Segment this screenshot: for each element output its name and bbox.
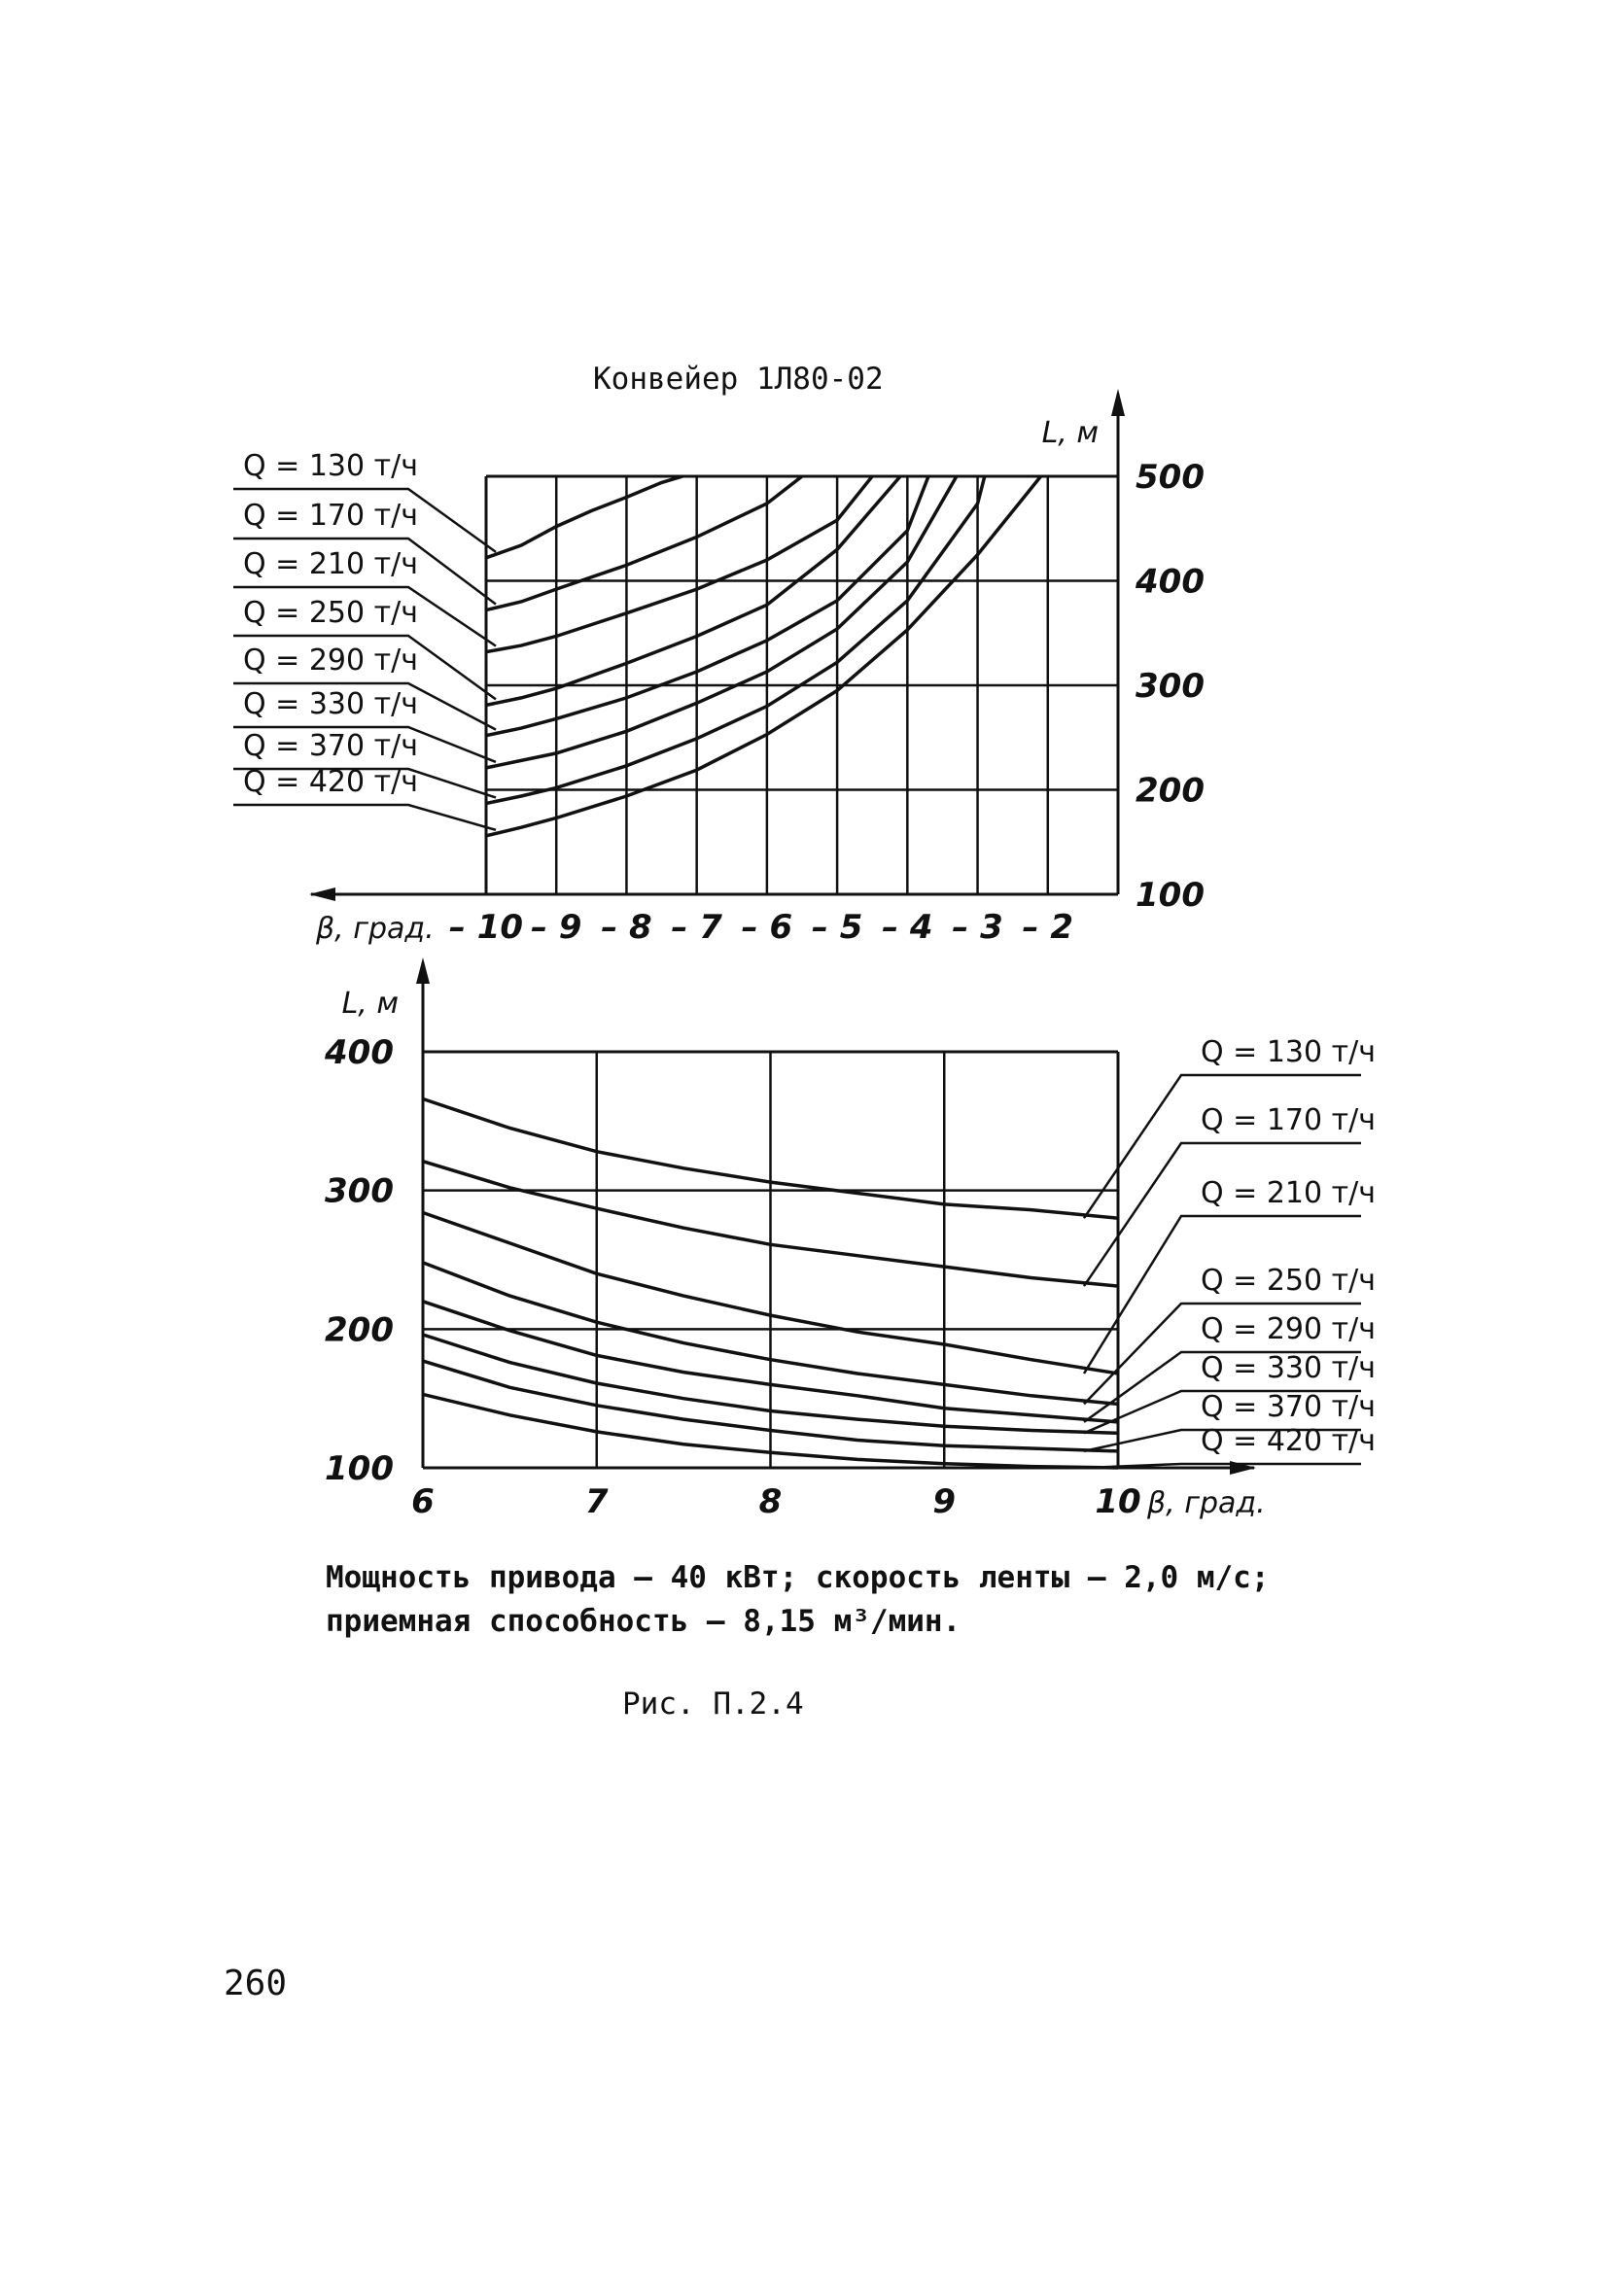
bottom-x-axis-label: β, град. (1147, 1486, 1266, 1520)
top-x-tick-label: – 2 (1022, 908, 1074, 947)
bottom-series-label: Q = 250 т/ч (1201, 1264, 1376, 1298)
top-y-tick-label: 300 (1136, 667, 1205, 706)
top-series-leader (233, 805, 496, 830)
bottom-y-tick-label: 400 (325, 1033, 394, 1072)
bottom-x-tick-label: 6 (411, 1482, 435, 1521)
bottom-chart (324, 957, 1376, 1521)
top-series-label: Q = 170 т/ч (243, 499, 418, 533)
bottom-series-label: Q = 290 т/ч (1201, 1312, 1376, 1346)
bottom-y-tick-label: 300 (325, 1171, 394, 1211)
top-chart (233, 389, 1205, 947)
chart-title: Конвейер 1Л80-02 (593, 362, 884, 397)
top-y-axis-arrow (1111, 389, 1125, 416)
top-x-tick-label: – 9 (530, 908, 582, 947)
bottom-x-tick-label: 10 (1095, 1482, 1141, 1521)
top-x-tick-label: – 8 (601, 908, 652, 947)
caption-line-2: приемная способность – 8,15 м³/мин. (326, 1604, 961, 1639)
bottom-series-label: Q = 420 т/ч (1201, 1424, 1376, 1458)
bottom-y-axis-label: L, м (341, 987, 399, 1021)
top-series-label: Q = 130 т/ч (243, 449, 418, 483)
top-x-tick-label: – 7 (671, 908, 722, 947)
top-series-line (486, 476, 872, 652)
bottom-series-label: Q = 170 т/ч (1201, 1103, 1376, 1137)
bottom-y-tick-label: 100 (325, 1449, 394, 1488)
top-series-label: Q = 210 т/ч (243, 547, 418, 581)
top-series-line (486, 476, 802, 610)
top-series-label: Q = 370 т/ч (243, 729, 418, 763)
top-series-line (486, 476, 682, 558)
top-series-label: Q = 330 т/ч (243, 687, 418, 721)
top-series-label: Q = 420 т/ч (243, 765, 418, 799)
top-x-tick-label: – 4 (882, 908, 933, 947)
top-y-tick-label: 200 (1136, 771, 1205, 811)
bottom-y-tick-label: 200 (325, 1310, 394, 1350)
top-x-tick-label: – 5 (811, 908, 863, 947)
top-x-axis-label: β, град. (316, 912, 435, 946)
bottom-y-axis-arrow (416, 957, 430, 984)
bottom-series-label: Q = 330 т/ч (1201, 1351, 1376, 1385)
bottom-series-label: Q = 370 т/ч (1201, 1390, 1376, 1424)
top-x-tick-label: – 6 (741, 908, 793, 947)
top-y-axis-label: L, м (1041, 416, 1099, 450)
top-series-label: Q = 290 т/ч (243, 644, 418, 678)
top-x-tick-label: – 10 (448, 908, 524, 947)
figure-label: Рис. П.2.4 (622, 1687, 804, 1722)
top-y-tick-label: 500 (1136, 458, 1205, 497)
caption-line-1: Мощность привода – 40 кВт; скорость ленты – 2,0 м/с; (326, 1560, 1270, 1595)
page-number: 260 (224, 1964, 288, 2003)
bottom-series-label: Q = 130 т/ч (1201, 1035, 1376, 1069)
top-x-tick-label: – 3 (952, 908, 1003, 947)
bottom-x-tick-label: 9 (932, 1482, 957, 1521)
top-y-tick-label: 400 (1136, 562, 1205, 602)
top-x-axis-arrow (309, 887, 335, 901)
bottom-x-tick-label: 8 (758, 1482, 783, 1521)
bottom-x-tick-label: 7 (584, 1482, 609, 1521)
bottom-series-label: Q = 210 т/ч (1201, 1176, 1376, 1210)
top-y-tick-label: 100 (1136, 876, 1205, 915)
top-series-label: Q = 250 т/ч (243, 596, 418, 630)
